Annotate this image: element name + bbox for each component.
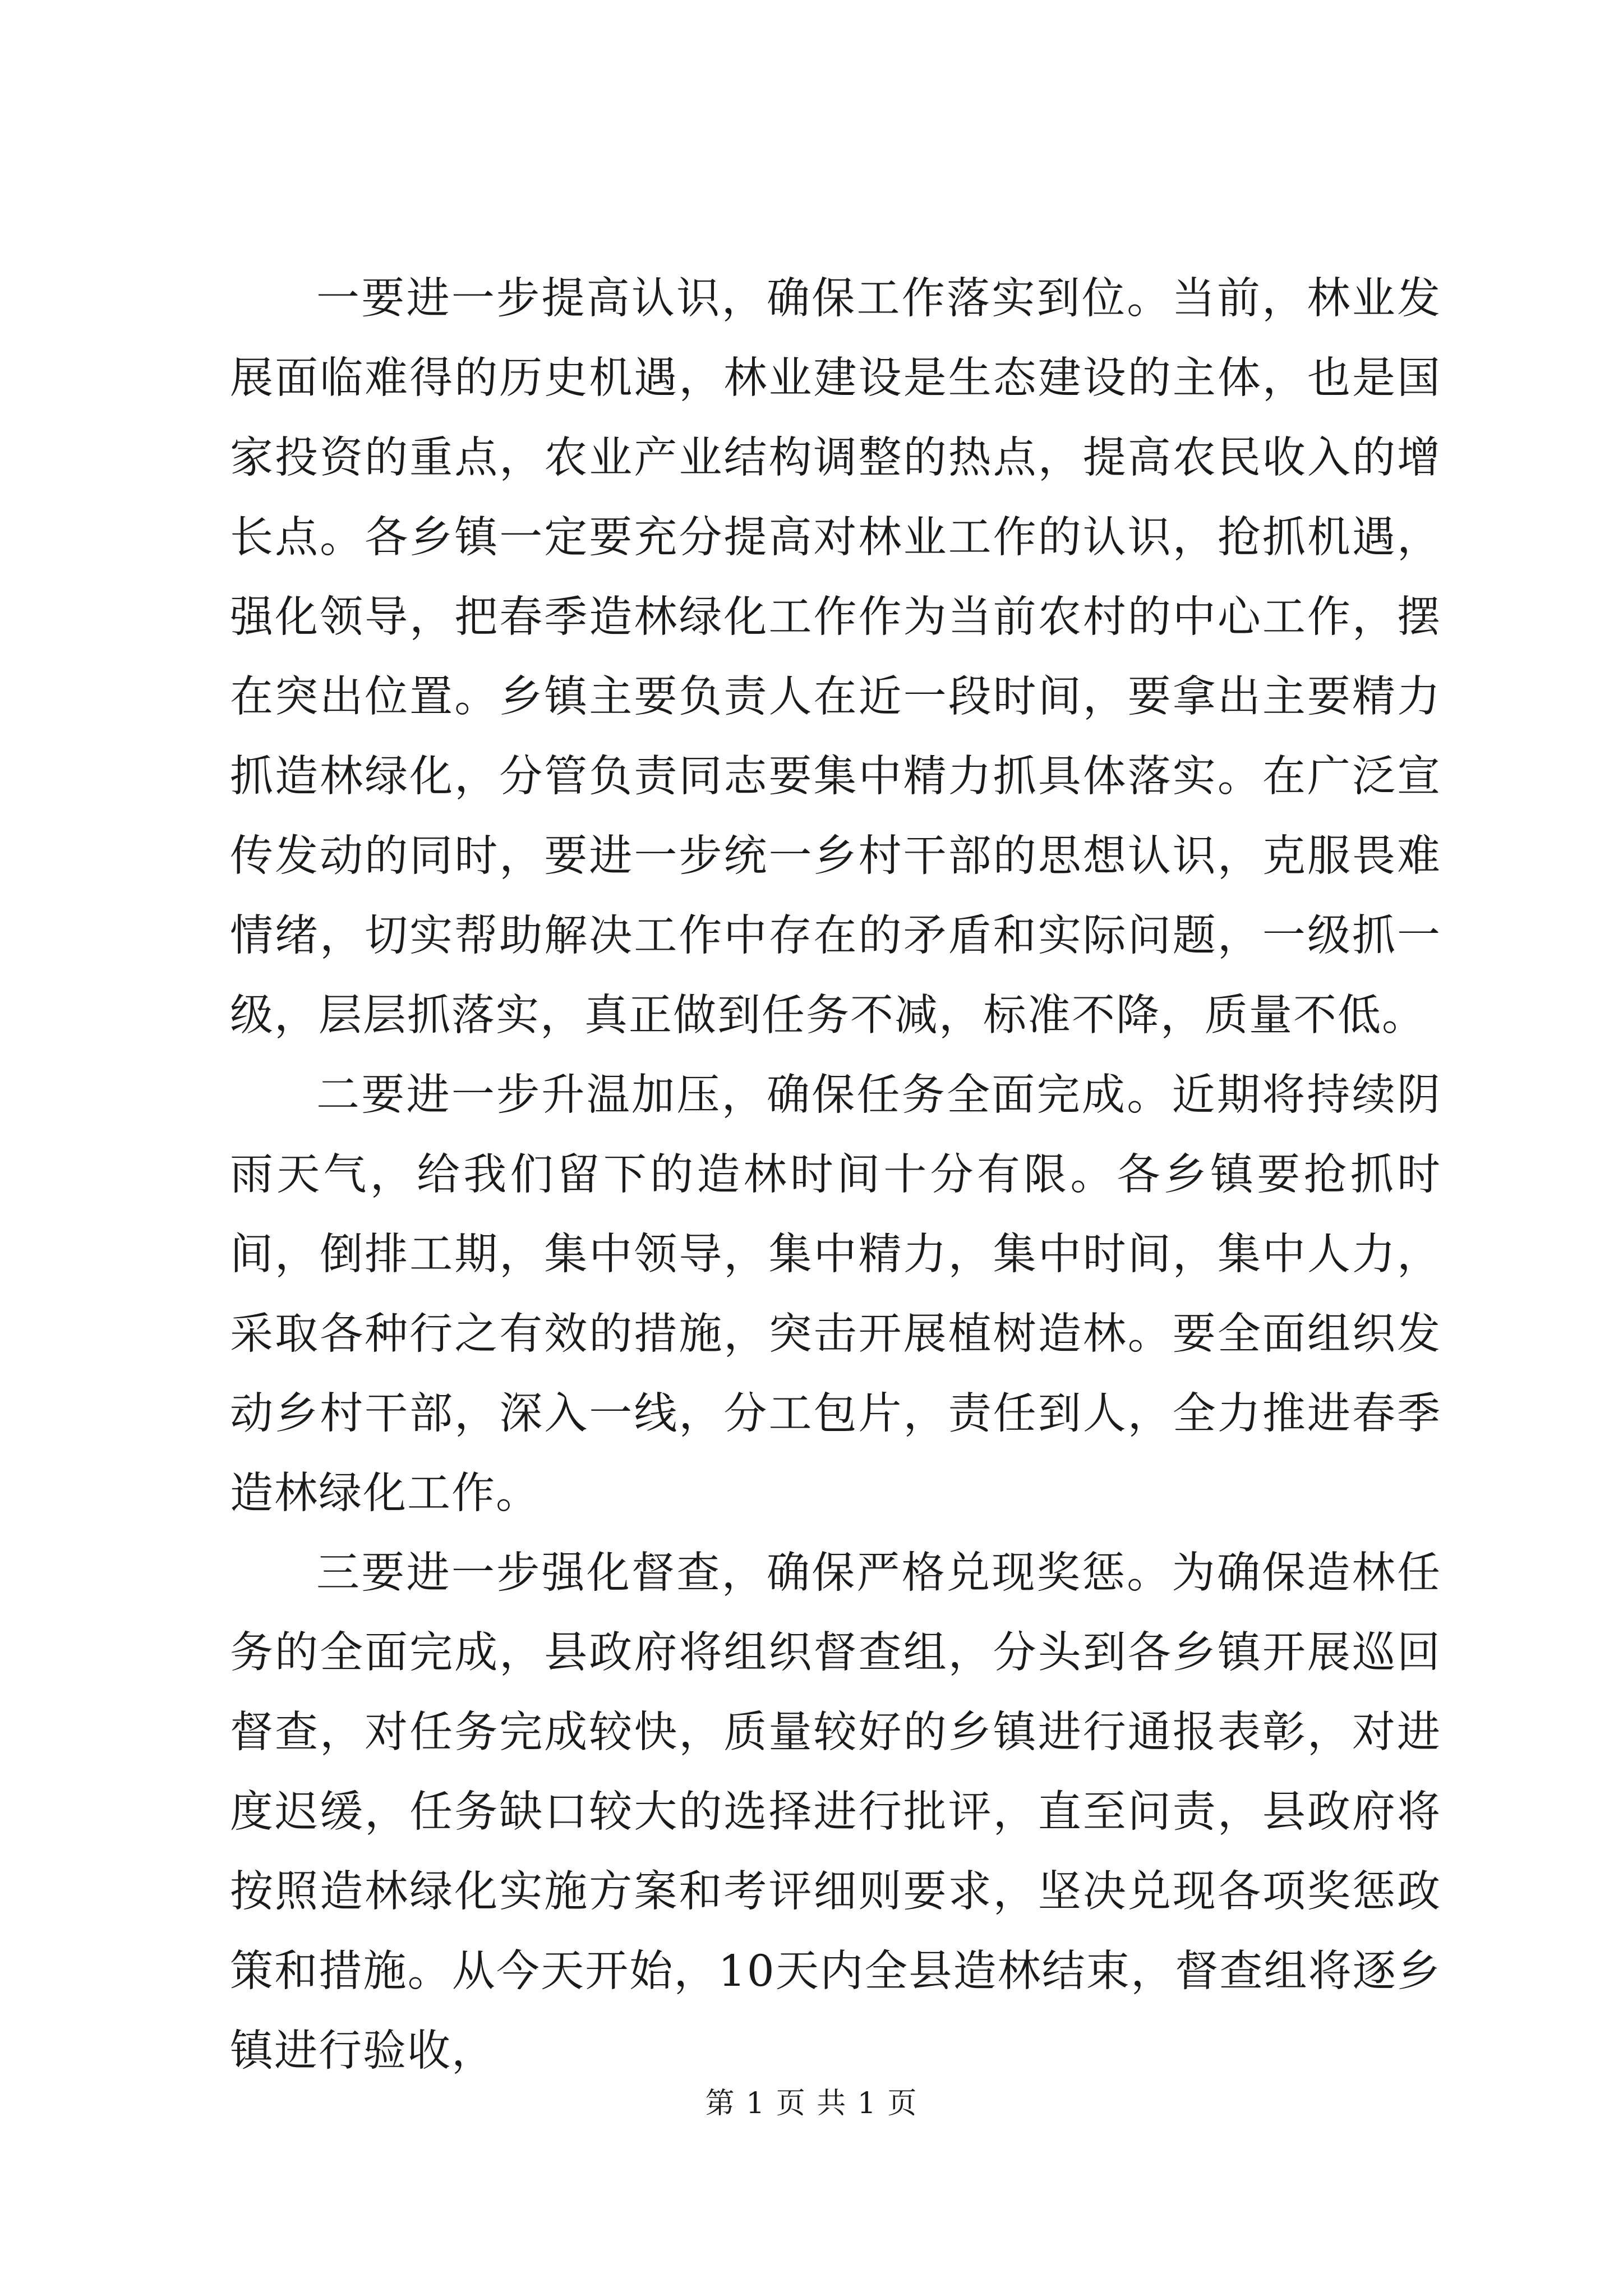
page-footer: 第 1 页 共 1 页	[705, 2087, 918, 2120]
paragraph-1: 一要进一步提高认识，确保工作落实到位。当前，林业发展面临难得的历史机遇，林业建设是生态建设的主体，也是国家投资的重点，农业产业结构调整的热点，提高农民收入的增长点。各乡镇一定要充分提高对林业工作的认识，抢抓机遇，强化领导，把春季造林绿化工作作为当前农村的中心工作，摆在突出位置。乡镇主要负责人在近一段时间，要拿出主要精力抓造林绿化，分管负责同志要集中精力抓具体落实。在广泛宣传发动的同时，要进一步统一乡村干部的思想认识，克服畏难情绪，切实帮助解决工作中存在的矛盾和实际问题，一级抓一级，层层抓落实，真正做到任务不减，标准不降，质量不低。	[230, 274, 1441, 1041]
paragraph-3: 三要进一步强化督查，确保严格兑现奖惩。为确保造林任务的全面完成，县政府将组织督查组，分头到各乡镇开展巡回督查，对任务完成较快，质量较好的乡镇进行通报表彰，对进度迟缓，任务缺口较大的选择进行批评，直至问责，县政府将按照造林绿化实施方案和考评细则要求，坚决兑现各项奖惩政策和措施。从今天开始，10天内全县造林结束，督查组将逐乡镇进行验收，	[230, 1548, 1441, 2076]
document-body	[230, 259, 1441, 2091]
paragraph-2: 二要进一步升温加压，确保任务全面完成。近期将持续阴雨天气，给我们留下的造林时间十分有限。各乡镇要抢抓时间，倒排工期，集中领导，集中精力，集中时间，集中人力，采取各种行之有效的措施，突击开展植树造林。要全面组织发动乡村干部，深入一线，分工包片，责任到人，全力推进春季造林绿化工作。	[230, 1070, 1441, 1519]
